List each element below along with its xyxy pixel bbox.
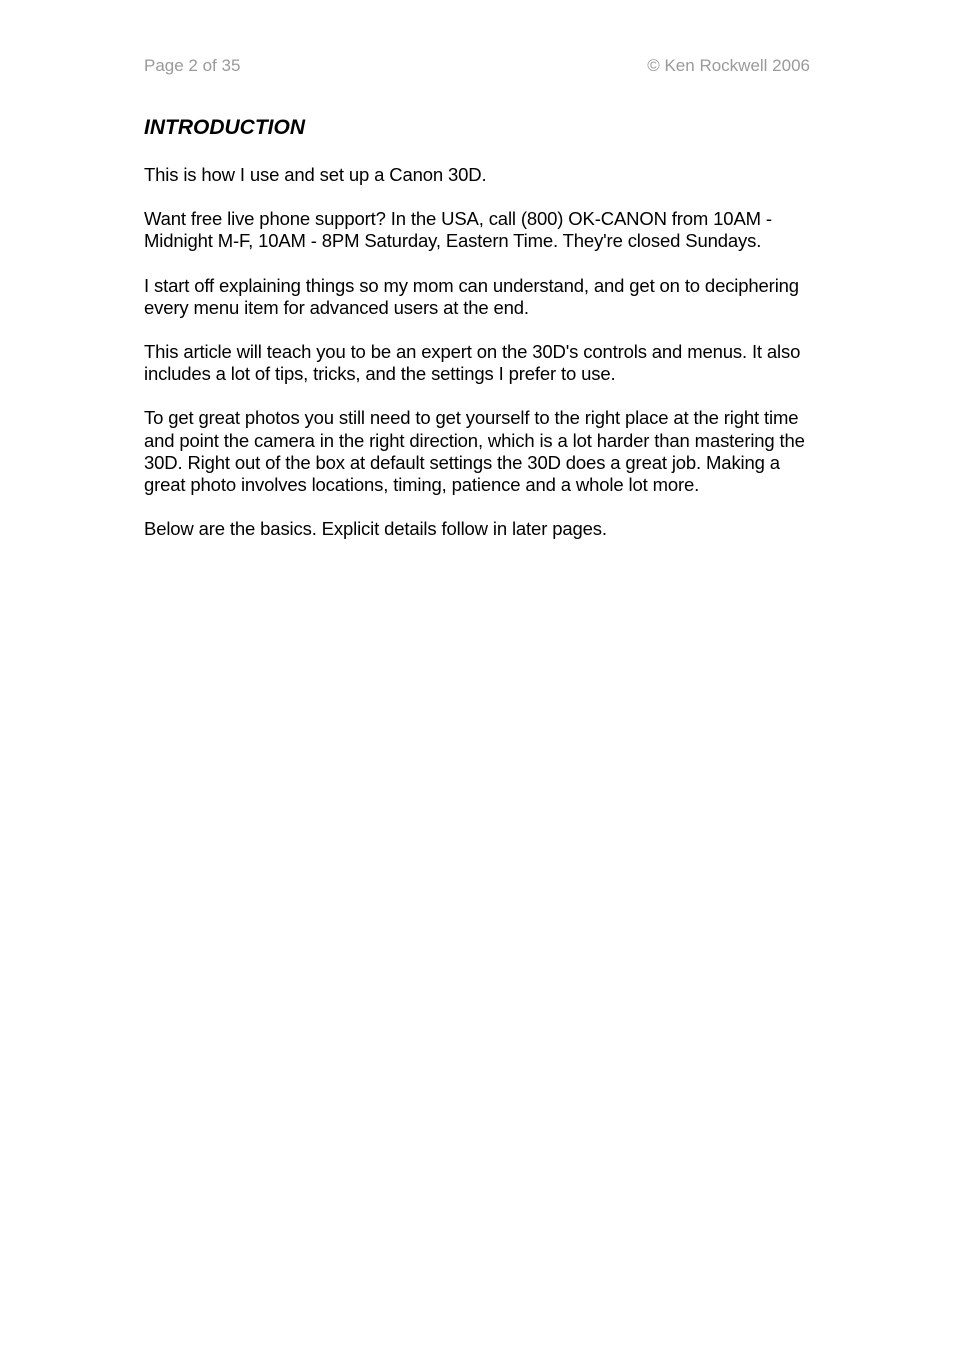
paragraph-3: I start off explaining things so my mom can understand, and get on to deciphering every menu item for advanced users at the end. <box>144 274 799 318</box>
paragraph-5: To get great photos you still need to get yourself to the right place at the right time and point the camera in the right direction, which is a lot harder than mastering the 30D. Right out of the box at default settings the 30D does a great job. Making a great photo involves locations, timing, patience and a whole lot more. <box>144 407 805 496</box>
paragraph-4: This article will teach you to be an expert on the 30D's controls and menus. It also includes a lot of tips, tricks, and the settings I prefer to use. <box>144 341 801 385</box>
section-introduction <box>144 114 814 562</box>
section-title: INTRODUCTION <box>144 116 305 139</box>
copyright-notice: © Ken Rockwell 2006 <box>647 56 810 75</box>
paragraph-2: Want free live phone support? In the USA, call (800) OK-CANON from 10AM - Midnight M-F, 10AM - 8PM Saturday, Eastern Time. They're closed Sundays. <box>144 208 772 252</box>
paragraph-1: This is how I use and set up a Canon 30D. <box>144 164 487 185</box>
page-number: Page 2 of 35 <box>144 56 241 75</box>
paragraph-6: Below are the basics. Explicit details follow in later pages. <box>144 518 607 540</box>
